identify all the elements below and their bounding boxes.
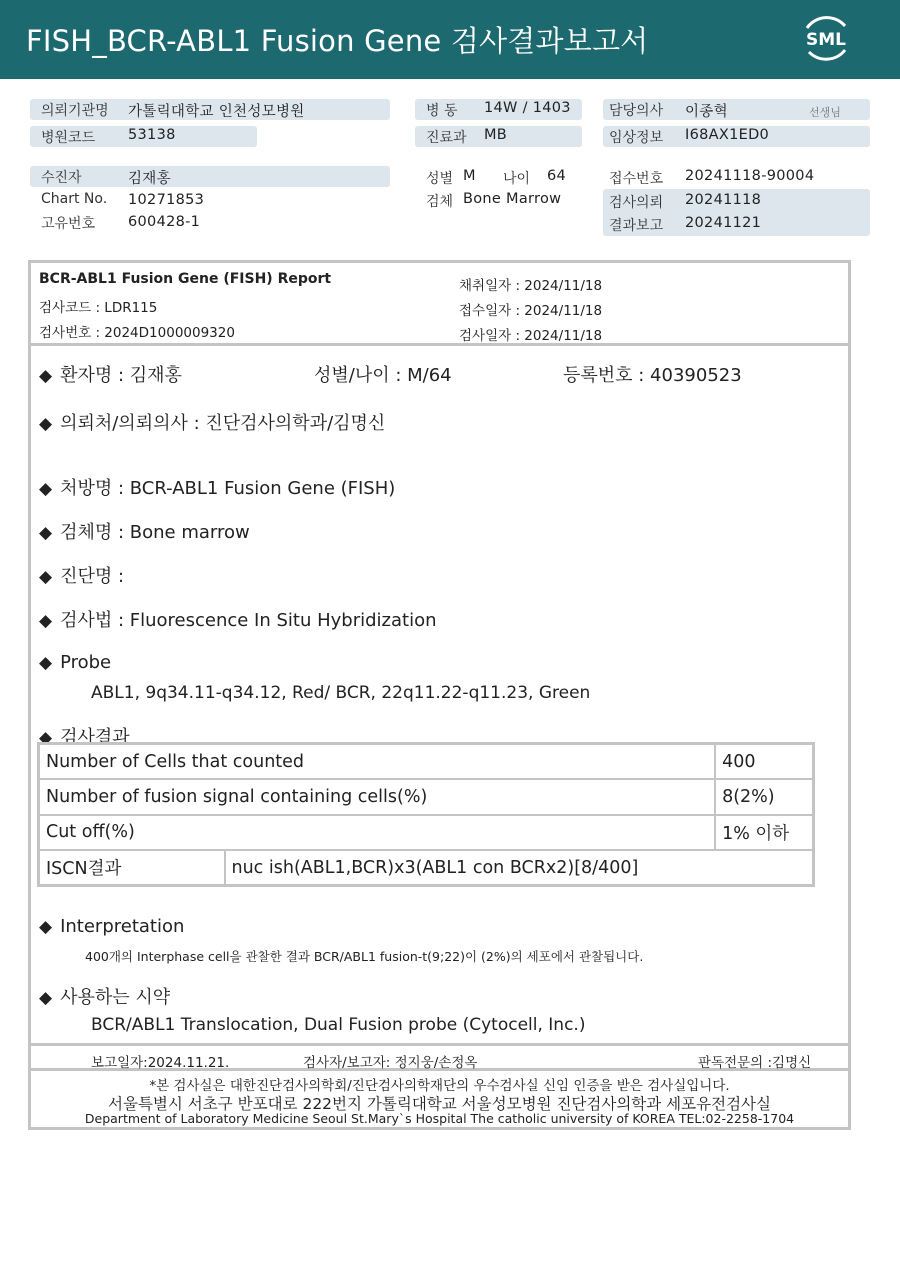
prescription-line: ◆ 처방명 : BCR-ABL1 Fusion Gene (FISH): [39, 478, 396, 499]
patient-label: 수진자: [41, 170, 82, 186]
chart-value: 10271853: [128, 192, 205, 208]
test-number: 검사번호 : 2024D1000009320: [39, 325, 235, 341]
result-value: 8(2%): [715, 779, 813, 815]
reagent-text: BCR/ABL1 Translocation, Dual Fusion probe (Cytocell, Inc.): [91, 1015, 586, 1035]
diamond-icon: ◆: [39, 611, 53, 631]
report-date-value: 20241121: [685, 215, 762, 231]
diamond-icon: ◆: [39, 728, 53, 748]
cert-note: *본 검사실은 대한진단검사의학회/진단검사의학재단의 우수검사실 신임 인증을 받은 검사실입니다.: [149, 1078, 730, 1094]
result-label: Cut off(%): [39, 815, 716, 851]
signature-row: [31, 1043, 848, 1071]
sex-age-line: 성별/나이 : M/64: [314, 365, 452, 386]
receipt-date: 접수일자 : 2024/11/18: [459, 303, 603, 319]
method-line: ◆ 검사법 : Fluorescence In Situ Hybridization: [39, 610, 437, 631]
test-code: 검사코드 : LDR115: [39, 300, 158, 316]
patient-line: ◆ 환자명 : 김재홍: [39, 365, 182, 386]
table-row: [39, 744, 814, 780]
diamond-icon: ◆: [39, 479, 53, 499]
testers: 검사자/보고자: 정지웅/손정옥: [303, 1055, 478, 1071]
result-label: Number of fusion signal containing cells(%): [39, 779, 716, 815]
result-label: ISCN결과: [39, 850, 225, 886]
report-date-label: 결과보고: [609, 218, 664, 234]
patient-pill: [30, 166, 390, 187]
unique-value: 600428-1: [128, 214, 201, 230]
hospital-code-label: 병원코드: [41, 130, 96, 146]
diamond-icon: ◆: [39, 567, 53, 587]
doctor-suffix: 선생님: [809, 106, 841, 119]
reagent-heading: ◆ 사용하는 시약: [39, 987, 171, 1008]
receipt-label: 접수번호: [609, 171, 664, 187]
results-heading: ◆ 검사결과: [39, 727, 130, 748]
diamond-icon: ◆: [39, 653, 53, 673]
address-en: Department of Laboratory Medicine Seoul St.Mary`s Hospital The catholic university of KOREA TEL:02-2258-1704: [84, 1111, 795, 1126]
report-title: BCR-ABL1 Fusion Gene (FISH) Report: [39, 271, 332, 287]
receipt-value: 20241118-90004: [685, 168, 815, 184]
page-title: FISH_BCR-ABL1 Fusion Gene 검사결과보고서: [26, 24, 649, 58]
doctor-value: 이종혁: [685, 104, 728, 120]
request-value: 20241118: [685, 192, 762, 208]
specimen-value: Bone Marrow: [463, 191, 562, 207]
age-label: 나이: [503, 171, 531, 187]
specimen-line: ◆ 검체명 : Bone marrow: [39, 522, 250, 543]
result-value: 400: [715, 744, 813, 780]
ward-value: 14W / 1403: [484, 100, 571, 116]
table-row: [39, 779, 814, 815]
specialist: 판독전문의 :김명신: [698, 1055, 812, 1071]
sex-value: M: [463, 168, 476, 184]
patient-info: [0, 0, 900, 245]
probe-heading: ◆ Probe: [39, 652, 112, 673]
unique-label: 고유번호: [41, 216, 96, 232]
interp-text: 400개의 Interphase cell을 관찰한 결과 BCR/ABL1 fusion-t(9;22)이 (2%)의 세포에서 관찰됩니다.: [85, 949, 644, 964]
ward-label: 병 동: [426, 103, 458, 119]
request-label: 검사의뢰: [609, 195, 664, 211]
institution-value: 가톨릭대학교 인천성모병원: [128, 104, 305, 120]
chart-label: Chart No.: [41, 191, 108, 207]
address-ko: 서울특별시 서초구 반포대로 222번지 가톨릭대학교 서울성모병원 진단검사의학과 세포유전검사실: [108, 1095, 771, 1113]
diamond-icon: ◆: [39, 917, 53, 937]
doctor-label: 담당의사: [609, 103, 664, 119]
diamond-icon: ◆: [39, 523, 53, 543]
specimen-label: 검체: [426, 194, 454, 210]
collect-date: 채취일자 : 2024/11/18: [459, 278, 603, 294]
dept-value: MB: [484, 127, 508, 143]
probe-text: ABL1, 9q34.11-q34.12, Red/ BCR, 22q11.22-q11.23, Green: [91, 683, 591, 703]
interp-heading: ◆ Interpretation: [39, 916, 185, 937]
result-label: Number of Cells that counted: [39, 744, 716, 780]
referrer-line: ◆ 의뢰처/의뢰의사 : 진단검사의학과/김명신: [39, 413, 386, 434]
result-value: 1% 이하: [715, 815, 813, 851]
table-row: [39, 815, 814, 851]
diamond-icon: ◆: [39, 366, 53, 386]
report-header: [31, 263, 848, 346]
sex-label: 성별: [426, 171, 454, 187]
results-table: [37, 742, 815, 887]
report-box: [28, 260, 851, 1130]
clinical-value: I68AX1ED0: [685, 127, 770, 143]
diamond-icon: ◆: [39, 988, 53, 1008]
patient-value: 김재홍: [128, 171, 171, 187]
report-date: 보고일자:2024.11.21.: [91, 1055, 230, 1071]
result-value: nuc ish(ABL1,BCR)x3(ABL1 con BCRx2)[8/400]: [225, 850, 814, 886]
age-value: 64: [547, 168, 567, 184]
hospital-code-value: 53138: [128, 127, 176, 143]
table-row: [39, 850, 814, 886]
diagnosis-line: ◆ 진단명 :: [39, 566, 125, 587]
reg-line: 등록번호 : 40390523: [563, 365, 742, 386]
dept-label: 진료과: [426, 130, 467, 146]
test-date: 검사일자 : 2024/11/18: [459, 328, 603, 344]
logo-text: SML: [806, 30, 846, 50]
institution-label: 의뢰기관명: [41, 103, 109, 119]
diamond-icon: ◆: [39, 414, 53, 434]
clinical-label: 임상정보: [609, 130, 664, 146]
